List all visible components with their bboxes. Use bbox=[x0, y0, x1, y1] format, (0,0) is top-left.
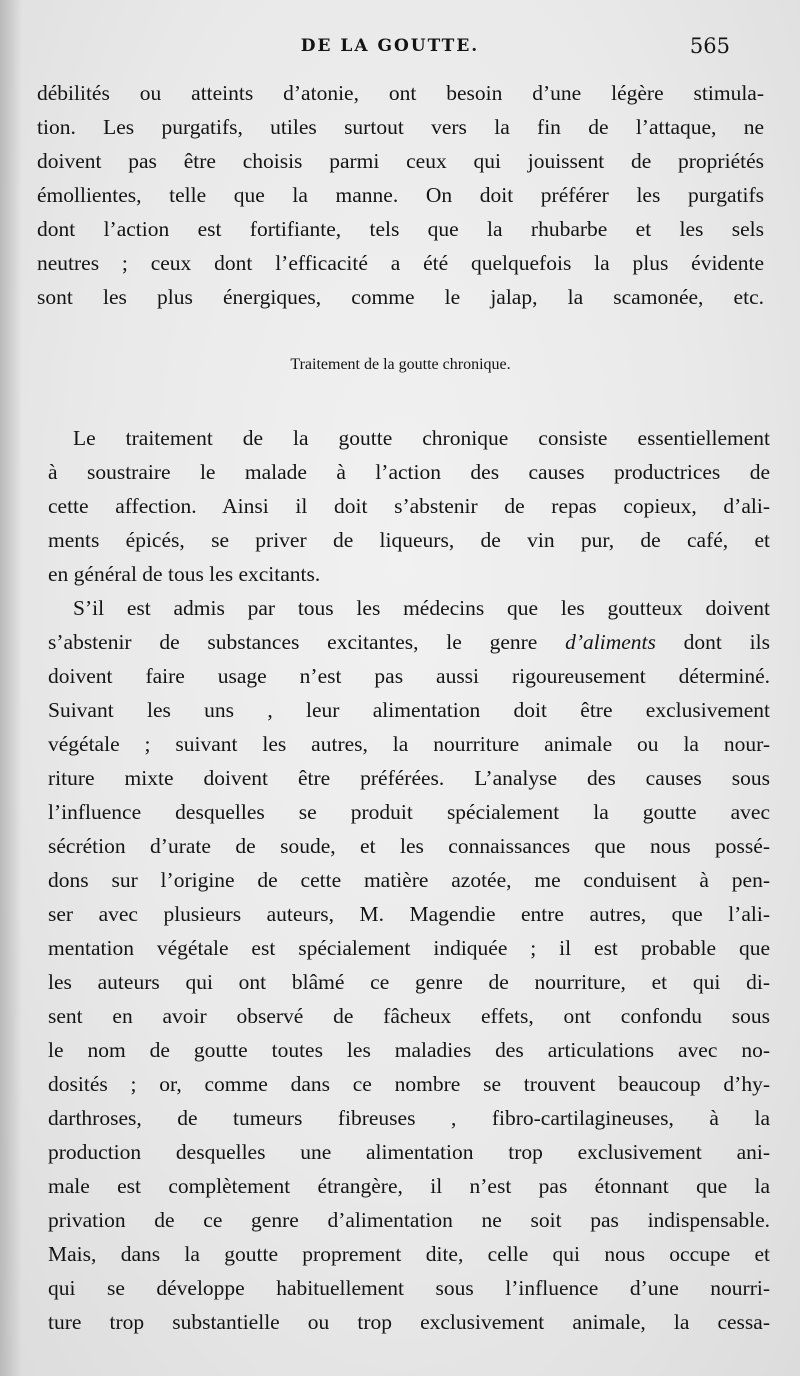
text-line: en général de tous les excitants. bbox=[48, 562, 321, 586]
text-line: sont les plus énergiques, comme le jalap, la scamonée, etc. bbox=[37, 285, 764, 309]
text-line: ments épicés, se priver de liqueurs, de vin pur, de café, et bbox=[48, 528, 770, 552]
text-line: dont l’action est fortifiante, tels que la rhubarbe et les sels bbox=[37, 217, 764, 241]
running-title: DE LA GOUTTE. bbox=[300, 36, 480, 56]
text-line: privation de ce genre d’alimentation ne soit pas indispensable. bbox=[48, 1208, 770, 1232]
text-line: dosités ; or, comme dans ce nombre se trouvent beaucoup d’hy- bbox=[48, 1072, 770, 1096]
text-line: mentation végétale est spécialement indiquée ; il est probable que bbox=[48, 936, 770, 960]
text-run: s’abstenir de substances excitantes, le genre bbox=[48, 630, 566, 654]
text-line: végétale ; suivant les autres, la nourriture animale ou la nour- bbox=[48, 732, 770, 756]
text-line: émollientes, telle que la manne. On doit préférer les purgatifs bbox=[37, 183, 764, 207]
text-line: le nom de goutte toutes les maladies des articulations avec no- bbox=[48, 1038, 770, 1062]
text-line: ser avec plusieurs auteurs, M. Magendie entre autres, que l’ali- bbox=[48, 902, 770, 926]
text-line-with-italic bbox=[48, 625, 770, 659]
text-line: dons sur l’origine de cette matière azotée, me conduisent à pen- bbox=[48, 868, 770, 892]
paragraph-1 bbox=[37, 76, 764, 314]
text-line: tion. Les purgatifs, utiles surtout vers la fin de l’attaque, ne bbox=[37, 115, 764, 139]
text-line: riture mixte doivent être préférées. L’analyse des causes sous bbox=[48, 766, 770, 790]
text-line: sécrétion d’urate de soude, et les connaissances que nous possé- bbox=[48, 834, 770, 858]
text-line: male est complètement étrangère, il n’est pas étonnant que la bbox=[48, 1174, 770, 1198]
text-line: débilités ou atteints d’atonie, ont besoin d’une légère stimula- bbox=[37, 81, 764, 105]
page-header bbox=[40, 36, 740, 66]
text-run: dont ils bbox=[655, 630, 770, 654]
text-line: neutres ; ceux dont l’efficacité a été quelquefois la plus évidente bbox=[37, 251, 764, 275]
text-line: doivent faire usage n’est pas aussi rigoureusement déterminé. bbox=[48, 664, 770, 688]
text-line: qui se développe habituellement sous l’influence d’une nourri- bbox=[48, 1276, 770, 1300]
text-line: ture trop substantielle ou trop exclusivement animale, la cessa- bbox=[48, 1310, 770, 1334]
text-line: production desquelles une alimentation trop exclusivement ani- bbox=[48, 1140, 770, 1164]
text-line: les auteurs qui ont blâmé ce genre de nourriture, et qui di- bbox=[48, 970, 770, 994]
text-line: doivent pas être choisis parmi ceux qui jouissent de propriétés bbox=[37, 149, 764, 173]
text-line: cette affection. Ainsi il doit s’abstenir de repas copieux, d’ali- bbox=[48, 494, 770, 518]
page-number: 565 bbox=[689, 34, 730, 58]
text-line: S’il est admis par tous les médecins que les goutteux doivent bbox=[73, 596, 770, 620]
text-line: sent en avoir observé de fâcheux effets, ont confondu sous bbox=[48, 1004, 770, 1028]
text-line: l’influence desquelles se produit spécialement la goutte avec bbox=[48, 800, 770, 824]
text-line: à soustraire le malade à l’action des causes productrices de bbox=[48, 460, 770, 484]
italic-term: d’aliments bbox=[565, 630, 656, 654]
text-line: Mais, dans la goutte proprement dite, celle qui nous occupe et bbox=[48, 1242, 770, 1266]
text-line: Le traitement de la goutte chronique consiste essentiellement bbox=[73, 426, 770, 450]
text-line: Suivant les uns , leur alimentation doit être exclusivement bbox=[48, 698, 770, 722]
binding-shadow bbox=[0, 0, 22, 1376]
text-line: darthroses, de tumeurs fibreuses , fibro-cartilagineuses, à la bbox=[48, 1106, 770, 1130]
section-heading: Traitement de la goutte chronique. bbox=[290, 356, 511, 373]
paragraph-2-and-3 bbox=[48, 421, 770, 1339]
